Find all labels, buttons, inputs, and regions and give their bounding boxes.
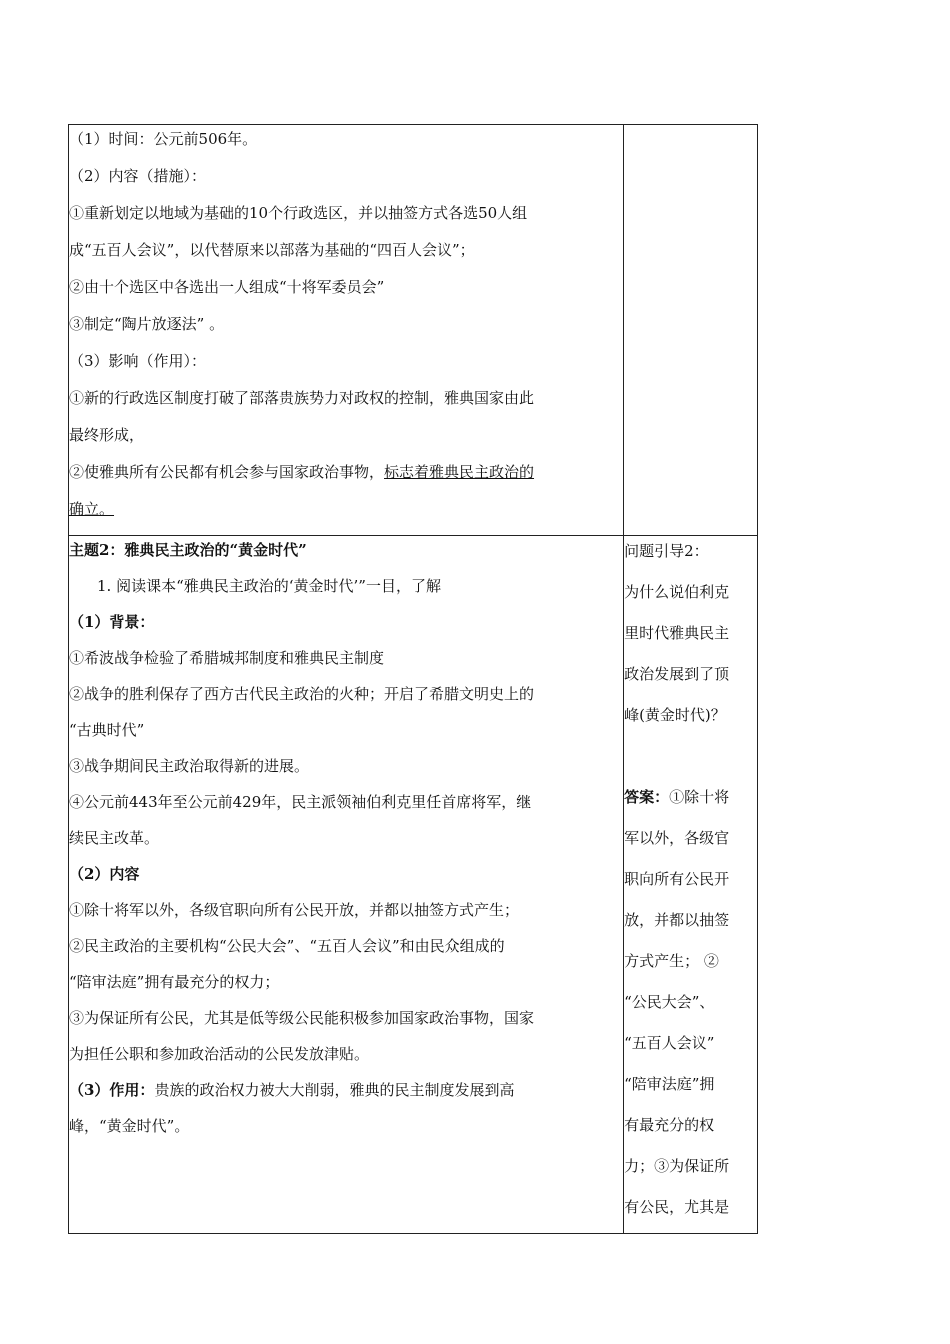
text-line: ①希波战争检验了希腊城邦制度和雅典民主制度: [69, 649, 385, 667]
background-heading: （1）背景：: [69, 613, 155, 631]
text-line: 放，并都以抽签: [624, 911, 730, 929]
content-heading: （2）内容: [69, 865, 140, 883]
text-line: [69, 1076, 623, 1112]
underlined-text: 标志着雅典民主政治的: [384, 463, 535, 481]
text-line: 峰，“黄金时代”。: [69, 1117, 190, 1135]
text-line: ②民主政治的主要机构“公民大会”、“五百人会议”和由民众组成的: [69, 937, 505, 955]
text-line: ①新的行政选区制度打破了部落贵族势力对政权的控制，雅典国家由此: [69, 389, 535, 407]
text-line: （2）内容（措施）：: [69, 167, 207, 185]
text-line: ④公元前443年至公元前429年，民主派领袖伯利克里任首席将军，继: [69, 793, 532, 811]
side-note-cell-empty: [624, 125, 758, 536]
text-span: ②使雅典所有公民都有机会参与国家政治事物，: [69, 463, 385, 481]
text-line: “五百人会议”: [624, 1034, 715, 1052]
content-table: [68, 124, 758, 1234]
text-line: ①重新划定以地域为基础的10个行政选区，并以抽签方式各选50人组: [69, 204, 528, 222]
text-line: [69, 458, 623, 495]
underlined-text: 确立。: [69, 500, 115, 518]
text-line: [69, 495, 623, 532]
text-line: ②由十个选区中各选出一人组成“十将军委员会”: [69, 278, 385, 296]
text-line: 最终形成，: [69, 426, 145, 444]
text-line: （1）时间：公元前506年。: [69, 130, 258, 148]
text-line: （3）影响（作用）：: [69, 352, 207, 370]
text-line: 职向所有公民开: [624, 870, 730, 888]
text-line: 有最充分的权: [624, 1116, 715, 1134]
golden-age-cell: [69, 536, 624, 1234]
text-line: 峰(黄金时代)？: [624, 706, 726, 724]
text-line: “公民大会”、: [624, 993, 715, 1011]
effect-label: （3）作用：: [69, 1081, 155, 1099]
cleisthenes-reform-cell: [69, 125, 624, 536]
document-page: [68, 124, 758, 1234]
text-line: ②战争的胜利保存了西方古代民主政治的火种；开启了希腊文明史上的: [69, 685, 535, 703]
text-line: 里时代雅典民主: [624, 624, 730, 642]
text-line: ③制定“陶片放逐法” 。: [69, 315, 225, 333]
text-line: 有公民，尤其是: [624, 1198, 730, 1216]
text-line: 为什么说伯利克: [624, 583, 730, 601]
text-line: ③为保证所有公民，尤其是低等级公民能积极参加国家政治事物，国家: [69, 1009, 535, 1027]
answer-line: [624, 782, 757, 823]
text-line: 续民主改革。: [69, 829, 160, 847]
text-line: “陪审法庭”拥: [624, 1075, 715, 1093]
question-title: 问题引导2：: [624, 542, 709, 560]
text-line: ③战争期间民主政治取得新的进展。: [69, 757, 310, 775]
text-line: 成“五百人会议”，以代替原来以部落为基础的“四百人会议”；: [69, 241, 475, 259]
text-line: 军以外，各级官: [624, 829, 730, 847]
text-line: 政治发展到了顶: [624, 665, 730, 683]
text-line: 力；③为保证所: [624, 1157, 730, 1175]
topic-title: 主题2：雅典民主政治的“黄金时代”: [69, 541, 307, 559]
read-instruction: 1. 阅读课本“雅典民主政治的‘黄金时代’”一目，了解: [97, 577, 441, 595]
table-row: [69, 125, 758, 536]
text-span: 贵族的政治权力被大大削弱，雅典的民主制度发展到高: [154, 1081, 515, 1099]
text-line: “陪审法庭”拥有最充分的权力；: [69, 973, 280, 991]
text-line: ①除十将军以外，各级官职向所有公民开放，并都以抽签方式产生；: [69, 901, 520, 919]
spacer: [624, 741, 757, 782]
text-line: 方式产生； ②: [624, 952, 719, 970]
answer-label: 答案：: [624, 788, 670, 806]
text-span: ①除十将: [669, 788, 730, 806]
text-line: “古典时代”: [69, 721, 145, 739]
question-guide-cell: [624, 536, 758, 1234]
text-line: 为担任公职和参加政治活动的公民发放津贴。: [69, 1045, 370, 1063]
table-row: [69, 536, 758, 1234]
